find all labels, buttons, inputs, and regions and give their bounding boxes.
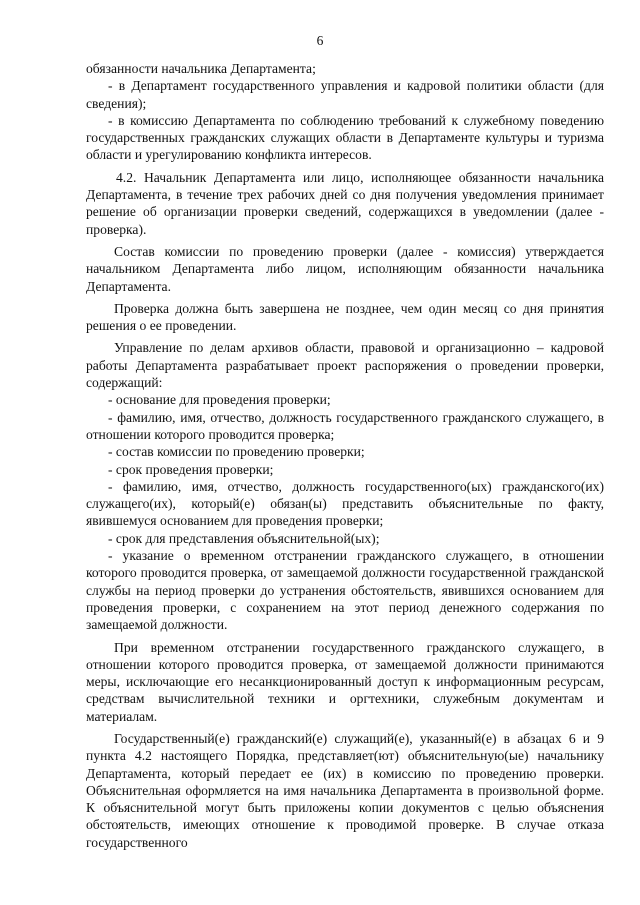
paragraph: - срок для представления объяснительной(ых); [108, 530, 380, 546]
paragraph: - срок проведения проверки; [108, 461, 274, 477]
paragraph: При временном отстранении государственного гражданского служащего, в отношении которого проводится проверка, от замещаемой должности принимаются меры, исключающие его несанкционированный доступ к информационным ресурсам, средствам вычислительной техники и оргтехники, служебным документам и материалам. [86, 639, 604, 724]
paragraph: Проверка должна быть завершена не позднее, чем один месяц со дня принятия решения о ее проведении. [86, 300, 604, 334]
paragraph: - фамилию, имя, отчество, должность государственного гражданского служащего, в отношении которого проводится проверка; [86, 409, 604, 442]
paragraph: - в Департамент государственного управления и кадровой политики области (для сведения); [86, 78, 604, 111]
document-body [86, 60, 604, 851]
paragraph: Управление по делам архивов области, правовой и организационно – кадровой работы Департамента разрабатывает проект распоряжения о проведении проверки, содержащий: [86, 340, 604, 391]
paragraph: обязанности начальника Департамента; [86, 61, 316, 76]
paragraph: - указание о временном отстранении гражданского служащего, в отношении которого проводится проверка, от замещаемой должности государственной гражданской службы на период проверки до устранения обстоятельств, явившихся основанием для проведения проверки, с сохранением на этот период денежного содержания по замещаемой должности. [86, 548, 604, 633]
paragraph: - фамилию, имя, отчество, должность государственного(ых) гражданского(их) служащего(их), который(е) обязан(ы) представить объяснительные по факту, явившемуся основанием для проведения проверки; [86, 478, 604, 529]
paragraph: - в комиссию Департамента по соблюдению требований к служебному поведению государственных гражданских служащих области в Департаменте культуры и туризма области и урегулированию конфликта интересов. [86, 112, 604, 163]
paragraph: - основание для проведения проверки; [108, 392, 331, 408]
paragraph: Состав комиссии по проведению проверки (далее - комиссия) утверждается начальником Департамента либо лицом, исполняющим обязанности начальника Департамента. [86, 243, 604, 294]
paragraph: 4.2. Начальник Департамента или лицо, исполняющее обязанности начальника Департамента, в течение трех рабочих дней со дня получения уведомления принимает решение об организации проверки сведений, содержащихся в уведомлении (далее - проверка). [86, 169, 604, 237]
page-number: 6 [316, 33, 324, 48]
paragraph: - состав комиссии по проведению проверки; [108, 444, 365, 460]
paragraph: Государственный(е) гражданский(е) служащий(е), указанный(е) в абзацах 6 и 9 пункта 4.2 настоящего Порядка, представляет(ют) объяснительную(ые) начальнику Департамента, который передает ее (их) в комиссию по проведению проверки. Объяснительная оформляется на имя начальника Департамента в произвольной форме. К объяснительной могут быть приложены копии документов с целью объяснения обстоятельств, имеющих отношение к проводимой проверке. В случае отказа государственного [86, 730, 604, 850]
